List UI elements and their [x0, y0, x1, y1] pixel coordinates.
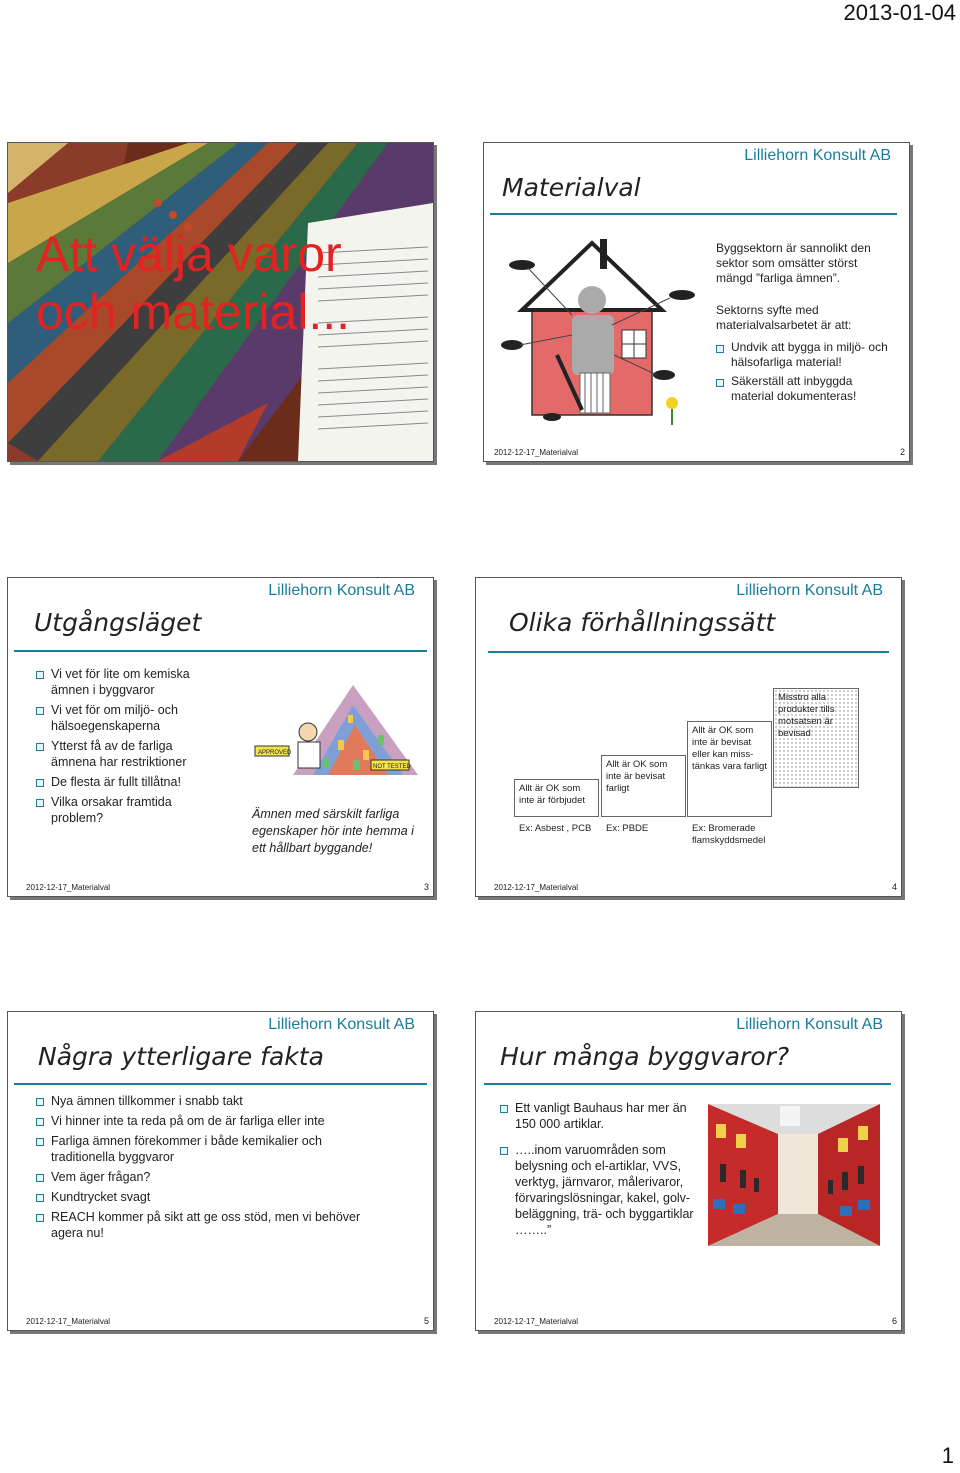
- title-divider: [14, 650, 427, 652]
- slide-2-bullets: [716, 340, 896, 408]
- example-label-1: Ex: Asbest , PCB: [519, 823, 592, 834]
- approach-step-2: Allt är OK som inte är bevisat farligt: [601, 755, 686, 817]
- list-item: Farliga ämnen förekommer i både kemikalier och traditionella byggvaror: [36, 1133, 351, 1165]
- slide-2-title: Materialval: [502, 173, 641, 202]
- slide-1-title: Att välja varor och material...: [36, 226, 351, 340]
- slide-5: [7, 1011, 434, 1331]
- page-number: 1: [941, 1443, 954, 1468]
- list-item: Säkerställ att inbyggda material dokumenteras!: [716, 374, 896, 404]
- example-label-2: Ex: PBDE: [606, 823, 649, 834]
- chemicals-pile-cartoon: [253, 680, 423, 780]
- store-aisle-photo: [708, 1104, 880, 1246]
- approach-step-4: Misstro alla produkter tills motsatsen är bevisad: [773, 688, 859, 788]
- approved-sign: APPROVED: [258, 750, 292, 756]
- slide-1: [7, 142, 434, 462]
- list-item: De flesta är fullt tillåtna!: [36, 774, 196, 790]
- slide-footer: 2012-12-17_Materialval: [494, 1317, 579, 1326]
- slide-3-title: Utgångsläget: [34, 608, 202, 637]
- house-illustration: [492, 235, 697, 430]
- company-name: Lilliehorn Konsult AB: [736, 582, 883, 599]
- slide-footer: 2012-12-17_Materialval: [494, 883, 579, 892]
- approach-step-1: Allt är OK som inte är förbjudet: [514, 779, 599, 817]
- title-divider: [490, 213, 897, 215]
- slide-footer: 2012-12-17_Materialval: [494, 448, 579, 457]
- list-item: Kundtrycket svagt: [36, 1189, 376, 1205]
- slide-4-title: Olika förhållningssätt: [509, 608, 776, 637]
- title-divider: [14, 1083, 427, 1085]
- list-item: Vilka orsakar framtida problem?: [36, 794, 196, 826]
- slide-footer: 2012-12-17_Materialval: [26, 1317, 111, 1326]
- list-item: …..inom varuområden som belysning och el-artiklar, VVS, verktyg, järnvaror, målerivaror, förvaringslösningar, kakel, golv-beläggning, trä- och byggartiklar ……..”: [500, 1142, 705, 1238]
- company-name: Lilliehorn Konsult AB: [736, 1016, 883, 1033]
- list-item: Undvik att bygga in miljö- och hälsofarliga material!: [716, 340, 896, 370]
- slide-6-bullets: [500, 1100, 705, 1242]
- slide-6: [475, 1011, 902, 1331]
- slide-2: [483, 142, 910, 462]
- slide-2-para1: Byggsektorn är sannolikt den sektor som omsätter störst mängd ”farliga ämnen”.: [716, 241, 871, 285]
- example-label-3: Ex: Bromerade flamskyddsmedel: [692, 823, 766, 846]
- list-item: Nya ämnen tillkommer i snabb takt: [36, 1093, 376, 1109]
- slide-number: 4: [891, 882, 897, 892]
- slide-footer: 2012-12-17_Materialval: [26, 883, 111, 892]
- slide-number: 5: [423, 1316, 429, 1326]
- slide-4: [475, 577, 902, 897]
- slide-3-bullets: [36, 666, 196, 830]
- slide-number: 3: [423, 882, 429, 892]
- company-name: Lilliehorn Konsult AB: [268, 582, 415, 599]
- company-name: Lilliehorn Konsult AB: [744, 147, 891, 164]
- title-divider: [488, 651, 889, 653]
- list-item: Vem äger frågan?: [36, 1169, 376, 1185]
- approach-step-3: Allt är OK som inte är bevisat eller kan miss-tänkas vara farligt: [687, 721, 772, 817]
- list-item: Ett vanligt Bauhaus har mer än 150 000 artiklar.: [500, 1100, 705, 1132]
- not-tested-sign: NOT TESTED: [373, 764, 411, 770]
- page-date: 2013-01-04: [843, 0, 956, 25]
- list-item: Vi hinner inte ta reda på om de är farliga eller inte: [36, 1113, 376, 1129]
- company-name: Lilliehorn Konsult AB: [268, 1016, 415, 1033]
- slide-3: [7, 577, 434, 897]
- list-item: Vi vet för lite om kemiska ämnen i byggvaror: [36, 666, 196, 698]
- slide-6-title: Hur många byggvaror?: [500, 1042, 790, 1071]
- list-item: Vi vet för om miljö- och hälsoegenskaperna: [36, 702, 196, 734]
- list-item: REACH kommer på sikt att ge oss stöd, men vi behöver agera nu!: [36, 1209, 376, 1241]
- title-divider: [484, 1083, 891, 1085]
- slide-number: 2: [899, 447, 905, 457]
- list-item: Ytterst få av de farliga ämnena har restriktioner: [36, 738, 196, 770]
- slide-5-bullets: [36, 1093, 376, 1245]
- slide-number: 6: [891, 1316, 897, 1326]
- slide-2-para2: Sektorns syfte med materialvalsarbetet är att:: [716, 303, 852, 332]
- slide-3-caption: Ämnen med särskilt farliga egenskaper hör inte hemma i ett hållbart byggande!: [252, 807, 414, 855]
- slide-5-title: Några ytterligare fakta: [38, 1042, 324, 1071]
